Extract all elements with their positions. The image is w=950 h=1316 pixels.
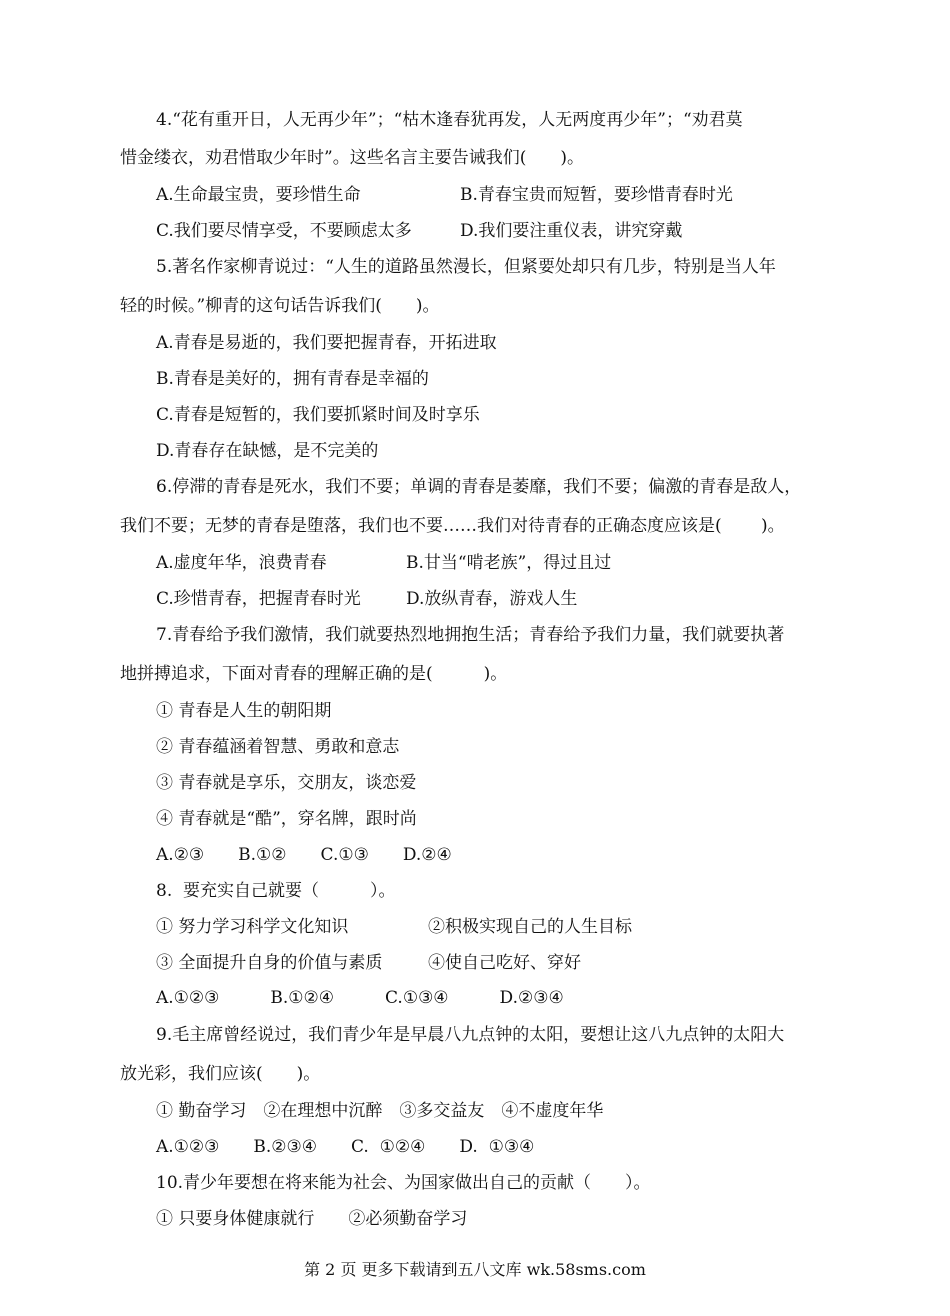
q5-stem-line1: 5.著名作家柳青说过：“人生的道路虽然漫长，但紧要处却只有几步，特别是当人年 [156,257,776,277]
q8-statement-1: ① 努力学习科学文化知识 [156,917,349,937]
q5-option-b: B.青春是美好的，拥有青春是幸福的 [156,369,429,389]
q4-stem-line1: 4.“花有重开日，人无再少年”；“枯木逢春犹再发，人无两度再少年”；“劝君莫 [156,110,743,130]
q7-stem-line1: 7.青春给予我们激情，我们就要热烈地拥抱生活；青春给予我们力量，我们就要执著 [156,625,785,645]
q6-option-b: B.甘当“啃老族”，得过且过 [406,553,612,573]
q7-stem-line2: 地拼搏追求，下面对青春的理解正确的是( )。 [120,664,508,684]
q10-statements: ① 只要身体健康就行 ②必须勤奋学习 [156,1209,468,1229]
q8-stem-line1: 8. 要充实自己就要（ ）。 [156,881,396,901]
q5-option-a: A.青春是易逝的，我们要把握青春，开拓进取 [156,333,497,353]
q8-statement-2: ②积极实现自己的人生目标 [428,917,632,937]
q4-option-a: A.生命最宝贵，要珍惜生命 [156,185,361,205]
q4-option-b: B.青春宝贵而短暂，要珍惜青春时光 [460,185,733,205]
q9-stem-line1: 9.毛主席曾经说过，我们青少年是早晨八九点钟的太阳，要想让这八九点钟的太阳大 [156,1025,785,1045]
page-footer: 第 2 页 更多下载请到五八文库 wk.58sms.com [304,1260,646,1279]
q4-option-d: D.我们要注重仪表，讲究穿戴 [460,221,683,241]
q6-option-c: C.珍惜青春，把握青春时光 [156,589,361,609]
q5-option-c: C.青春是短暂的，我们要抓紧时间及时享乐 [156,405,480,425]
q7-options: A.②③ B.①② C.①③ D.②④ [156,845,452,865]
q8-statement-3: ③ 全面提升自身的价值与素质 [156,953,383,973]
q6-stem-line1: 6.停滞的青春是死水，我们不要；单调的青春是萎靡，我们不要；偏激的青春是敌人， [156,477,802,497]
q9-statements: ① 勤奋学习 ②在理想中沉醉 ③多交益友 ④不虚度年华 [156,1101,604,1121]
q5-option-d: D.青春存在缺憾，是不完美的 [156,441,379,461]
q9-stem-line2: 放光彩，我们应该( )。 [120,1064,321,1084]
q6-option-a: A.虚度年华，浪费青春 [156,553,327,573]
q8-statement-4: ④使自己吃好、穿好 [428,953,581,973]
q8-options: A.①②③ B.①②④ C.①③④ D.②③④ [156,988,564,1008]
q10-stem-line1: 10.青少年要想在将来能为社会、为国家做出自己的贡献（ ）。 [156,1173,651,1193]
q4-option-c: C.我们要尽情享受，不要顾虑太多 [156,221,412,241]
q9-options: A.①②③ B.②③④ C. ①②④ D. ①③④ [156,1137,535,1157]
q6-option-d: D.放纵青春，游戏人生 [406,589,578,609]
q7-statement-1: ① 青春是人生的朝阳期 [156,701,332,721]
q7-statement-3: ③ 青春就是享乐，交朋友，谈恋爱 [156,773,417,793]
q5-stem-line2: 轻的时候。”柳青的这句话告诉我们( )。 [120,296,440,316]
q6-stem-line2: 我们不要；无梦的青春是堕落，我们也不要……我们对待青春的正确态度应该是( )。 [120,516,785,536]
q7-statement-4: ④ 青春就是“酷”，穿名牌，跟时尚 [156,809,417,829]
q7-statement-2: ② 青春蕴涵着智慧、勇敢和意志 [156,737,400,757]
q4-stem-line2: 惜金缕衣，劝君惜取少年时”。这些名言主要告诫我们( )。 [120,148,584,168]
